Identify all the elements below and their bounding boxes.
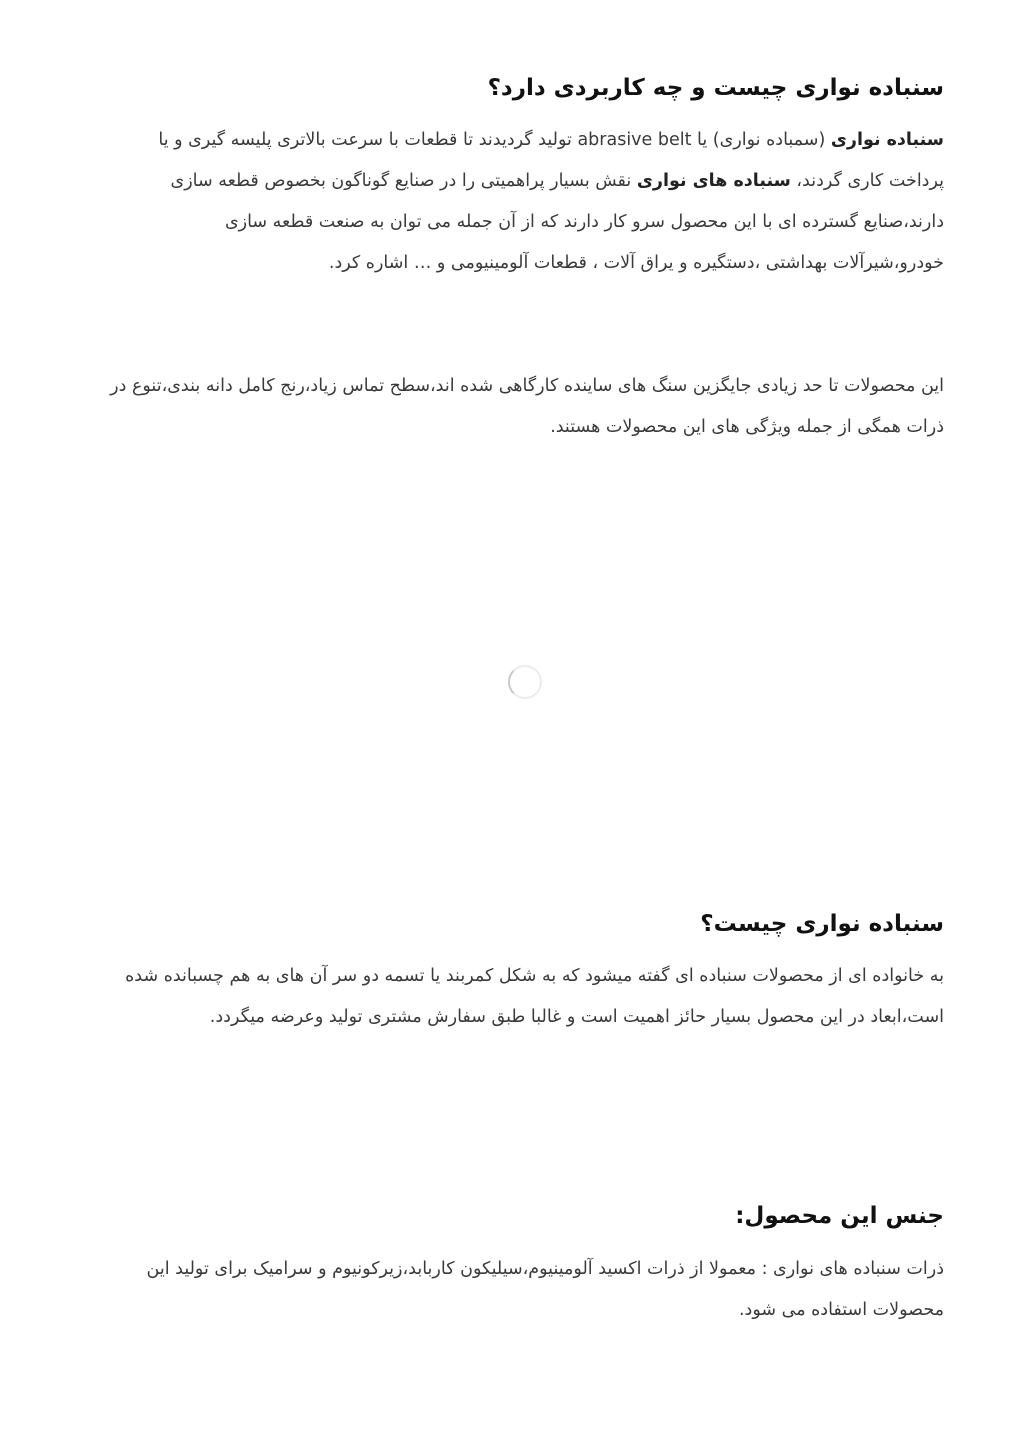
section-paragraph-definition: به خانواده ای از محصولات سنباده ای گفته میشود که به شکل کمربند یا تسمه دو سر آن های به هم چسبانده شده است،ابعاد در این محصول بسیار حائز اهمیت است و غالبا طبق سفارش مشتری تولید وعرضه میگردد.: [125, 966, 944, 1027]
bold-term-belt-sandpaper: سنباده نواری: [830, 130, 944, 150]
loading-spinner-icon: [508, 665, 542, 699]
bold-term-belt-sandpapers: سنباده های نواری: [636, 171, 791, 191]
section-paragraph-intro: [110, 120, 944, 284]
section-paragraph-material: ذرات سنباده های نواری : معمولا از ذرات اکسید آلومینیوم،سیلیکون کاربابد،زیرکونیوم و سرامیک برای تولید این محصولات استفاده می شود.: [146, 1259, 944, 1320]
section-paragraph-features: این محصولات تا حد زیادی جایگزین سنگ های ساینده کارگاهی شده اند،سطح تماس زیاد،رنج کامل دانه بندی،تنوع در ذرات همگی از جمله ویژگی های این محصولات هستند.: [110, 376, 944, 437]
section-heading-what-is-belt-sander-and-uses: سنباده نواری چیست و چه کاربردی دارد؟: [487, 75, 944, 101]
section-heading-what-is-belt-sander: سنباده نواری چیست؟: [700, 911, 944, 937]
paragraph-text: نقش بسیار پراهمیتی را در صنایع گوناگون بخصوص قطعه سازی دارند،صنایع گسترده ای با این محصول سرو کار دارند که از آن جمله می توان به صنعت قطعه سازی خودرو،شیرآلات بهداشتی ،دستگیره و یراق آلات ، قطعات آلومینیومی و … اشاره کرد.: [170, 171, 944, 273]
section-heading-material: جنس این محصول:: [735, 1203, 944, 1229]
paragraph-text: (سمباده نواری) یا abrasive belt تولید گردیدند تا قطعات با سرعت بالاتری پلیسه گیری و یا پرداخت کاری گردند،: [158, 130, 944, 191]
